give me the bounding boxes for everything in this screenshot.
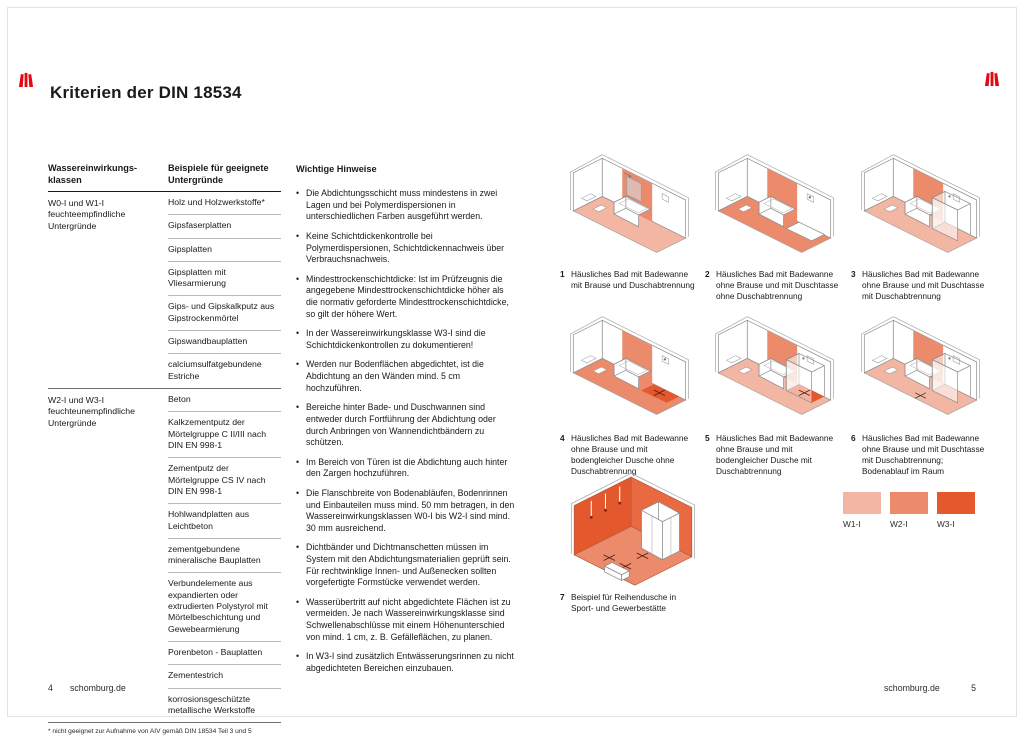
legend-swatch xyxy=(890,492,928,514)
bullet-icon: • xyxy=(296,542,300,553)
figure-2 xyxy=(702,140,847,265)
bullet-icon: • xyxy=(296,273,300,284)
bathroom-isometric-drawing xyxy=(557,302,702,422)
substrate-item: Beton xyxy=(168,389,281,412)
substrate-item: Gipsfaserplatten xyxy=(168,215,281,238)
bullet-icon: • xyxy=(296,359,300,370)
figure-caption-6 xyxy=(851,433,991,477)
substrate-table xyxy=(48,163,281,737)
brand-logo-icon xyxy=(983,70,1001,87)
legend-label: W1-I xyxy=(843,519,861,529)
water-class-cell: W0-I und W1-I feuchteempfindliche Untergründe xyxy=(48,197,126,231)
substrate-item: Gips- und Gipskalkputz aus Gipstrockenmörtel xyxy=(168,296,281,331)
figure-caption-5 xyxy=(705,433,845,477)
figure-5 xyxy=(702,302,847,427)
bullet-icon: • xyxy=(296,596,300,607)
hinweis-text: Werden nur Bodenflächen abgedichtet, ist die Abdichtung an den Wänden mind. 5 cm hochzuführen. xyxy=(306,359,484,393)
bullet-icon: • xyxy=(296,651,300,662)
legend-item xyxy=(937,492,975,529)
legend-item xyxy=(890,492,928,529)
bathroom-isometric-drawing xyxy=(702,302,847,422)
hinweis-text: Keine Schichtdickenkontrolle bei Polymerdispersionen, Schichtdickennachweis über Verbrauchsnachweis. xyxy=(306,230,505,265)
substrate-item: Zementputz der Mörtelgruppe CS IV nach DIN EN 998-1 xyxy=(168,458,281,504)
substrate-items xyxy=(168,389,281,722)
col-header-untergruende: Beispiele für geeignete Untergründe xyxy=(168,163,269,185)
bullet-icon: • xyxy=(296,188,300,199)
hinweis-text: Dichtbänder und Dichtmanschetten müssen im System mit den Abdichtungsmaterialien geprüft sein. Für rechtwinklige Innen- und Außenecken sollten vorgefertigte Formstücke verwendet werden. xyxy=(306,542,511,588)
legend-item xyxy=(843,492,881,529)
bathroom-isometric-drawing xyxy=(848,140,993,260)
substrate-item: Hohlwandplatten aus Leichtbeton xyxy=(168,504,281,539)
figure-caption-text: Häusliches Bad mit Badewanne ohne Brause und mit Duschtasse ohne Duschabtrennung xyxy=(716,269,839,301)
figure-number: 5 xyxy=(705,433,710,443)
figure-7 xyxy=(557,460,709,594)
substrate-item: Zementestrich xyxy=(168,665,281,688)
figure-caption-text: Häusliches Bad mit Badewanne ohne Brause und mit bodengleicher Dusche ohne Duschabtrennung xyxy=(571,433,689,476)
bathroom-isometric-drawing xyxy=(557,140,702,260)
legend xyxy=(843,492,984,529)
site-url: schomburg.de xyxy=(884,683,940,693)
legend-swatch xyxy=(843,492,881,514)
substrate-item: Porenbeton - Bauplatten xyxy=(168,642,281,665)
figure-caption-text: Häusliches Bad mit Badewanne ohne Brause und mit Duschtasse mit Duschabtrennung xyxy=(862,269,985,301)
substrate-item: calciumsulfatgebundene Estriche xyxy=(168,359,262,381)
hinweis-text: Wasserübertritt auf nicht abgedichtete Flächen ist zu vermeiden. Je nach Wassereinwirkungsklasse sind Schwellenabschlüsse mit einem Höhenunterschied von mind. 1 cm, z. B. Gefälleflächen, zu planen. xyxy=(306,596,511,642)
table-group-row xyxy=(48,389,281,723)
figure-4 xyxy=(557,302,702,427)
figure-caption-text: Beispiel für Reihendusche in Sport- und Gewerbestätte xyxy=(571,592,677,613)
hinweis-item xyxy=(296,597,517,643)
figure-caption-text: Häusliches Bad mit Badewanne mit Brause und Duschabtrennung xyxy=(571,269,695,290)
shower-room-isometric-drawing xyxy=(557,460,709,589)
table-footnote: * nicht geeignet zur Aufnahme von AIV gemäß DIN 18534 Teil 3 und 5 xyxy=(48,728,252,736)
substrate-item: Kalkzementputz der Mörtelgruppe C II/III nach DIN EN 998-1 xyxy=(168,412,281,458)
bullet-icon: • xyxy=(296,487,300,498)
hinweise-header: Wichtige Hinweise xyxy=(296,164,377,174)
table-group-row xyxy=(48,192,281,389)
bullet-icon: • xyxy=(296,456,300,467)
site-url: schomburg.de xyxy=(70,683,126,693)
hinweis-text: In W3-I sind zusätzlich Entwässerungsrinnen zu nicht abgedichteten Bereichen einzubauen. xyxy=(306,651,514,673)
substrate-item: Gipsplatten mit Vliesarmierung xyxy=(168,262,281,297)
hinweis-text: Bereiche hinter Bade- und Duschwannen sind entweder durch Fortführung der Abdichtung oder durch Anbringen von Wannendichtbändern zu schützen. xyxy=(306,402,496,448)
water-class-cell: W2-I und W3-I feuchteunempfindliche Untergründe xyxy=(48,395,135,428)
figure-caption-7 xyxy=(560,592,700,614)
substrate-item: Gipswandbauplatten xyxy=(168,331,281,354)
bullet-icon: • xyxy=(296,230,300,241)
figure-3 xyxy=(848,140,993,265)
footer-left xyxy=(48,683,126,693)
table-header-row xyxy=(48,163,281,192)
figure-caption-text: Häusliches Bad mit Badewanne ohne Brause und mit Duschtasse mit Duschabtrennung; Bodenablauf im Raum xyxy=(862,433,985,476)
substrate-item: zementgebundene mineralische Bauplatten xyxy=(168,539,281,574)
legend-label: W3-I xyxy=(937,519,955,529)
page-number: 5 xyxy=(971,683,976,693)
substrate-item: Gipsplatten xyxy=(168,239,281,262)
hinweis-item xyxy=(296,651,517,674)
figure-1 xyxy=(557,140,702,265)
substrate-item: Holz und Holzwerkstoffe* xyxy=(168,192,281,215)
hinweis-item xyxy=(296,457,517,480)
figure-caption-1 xyxy=(560,269,700,291)
substrate-item: korrosionsgeschützte metallische Werkstoffe xyxy=(168,693,256,715)
figure-number: 3 xyxy=(851,269,856,279)
table-body xyxy=(48,192,281,723)
hinweis-item xyxy=(296,231,517,266)
hinweis-text: In der Wassereinwirkungsklasse W3-I sind die Schichtdickenkontrollen zu dokumentieren! xyxy=(306,328,486,350)
hinweis-text: Die Flanschbreite von Bodenabläufen, Bodenrinnen und Einbauteilen muss mind. 50 mm betragen, in den Wassereinwirkungsklassen W0-I bis W2-I sind mind. 30 mm ausreichend. xyxy=(306,487,515,533)
hinweise-list xyxy=(296,188,517,674)
bathroom-isometric-drawing xyxy=(848,302,993,422)
brand-logo-icon xyxy=(17,71,35,88)
substrate-items xyxy=(168,192,281,388)
hinweis-item xyxy=(296,488,517,534)
figure-number: 4 xyxy=(560,433,565,443)
hinweise-section xyxy=(296,163,517,682)
hinweis-text: Mindesttrockenschichtdicke: Ist im Prüfzeugnis die angegebene Mindesttrockenschichtdicke höher als die normativ geforderte Mindesttrockenschichtdicke, so gilt der höhere Wert. xyxy=(306,273,509,319)
hinweis-item xyxy=(296,359,517,394)
page-title: Kriterien der DIN 18534 xyxy=(50,83,242,103)
figure-number: 2 xyxy=(705,269,710,279)
bathroom-isometric-drawing xyxy=(702,140,847,260)
col-header-klassen: Wassereinwirkungs- klassen xyxy=(48,163,138,185)
hinweis-item xyxy=(296,274,517,320)
hinweis-item xyxy=(296,328,517,351)
hinweis-item xyxy=(296,402,517,448)
hinweis-text: Die Abdichtungsschicht muss mindestens in zwei Lagen und bei Polymerdispersionen in unterschiedlichen Farben ausgeführt werden. xyxy=(306,188,498,222)
substrate-item: Verbundelemente aus expandierten oder extrudierten Polystyrol mit Mörtelbeschichtung und Gewebearmierung xyxy=(168,573,281,642)
figure-caption-3 xyxy=(851,269,991,302)
figure-caption-2 xyxy=(705,269,845,302)
page-number: 4 xyxy=(48,683,53,693)
hinweis-item xyxy=(296,542,517,588)
figure-number: 6 xyxy=(851,433,856,443)
figure-number: 7 xyxy=(560,592,565,602)
hinweis-text: Im Bereich von Türen ist die Abdichtung auch hinter den Zargen hochzuführen. xyxy=(306,456,508,479)
bullet-icon: • xyxy=(296,402,300,413)
legend-label: W2-I xyxy=(890,519,908,529)
footer-right xyxy=(884,683,976,693)
hinweis-item xyxy=(296,188,517,223)
bullet-icon: • xyxy=(296,328,300,339)
figure-6 xyxy=(848,302,993,427)
figure-number: 1 xyxy=(560,269,565,279)
legend-swatch xyxy=(937,492,975,514)
figure-caption-text: Häusliches Bad mit Badewanne ohne Brause und mit bodengleicher Dusche mit Duschabtrennung xyxy=(716,433,834,476)
